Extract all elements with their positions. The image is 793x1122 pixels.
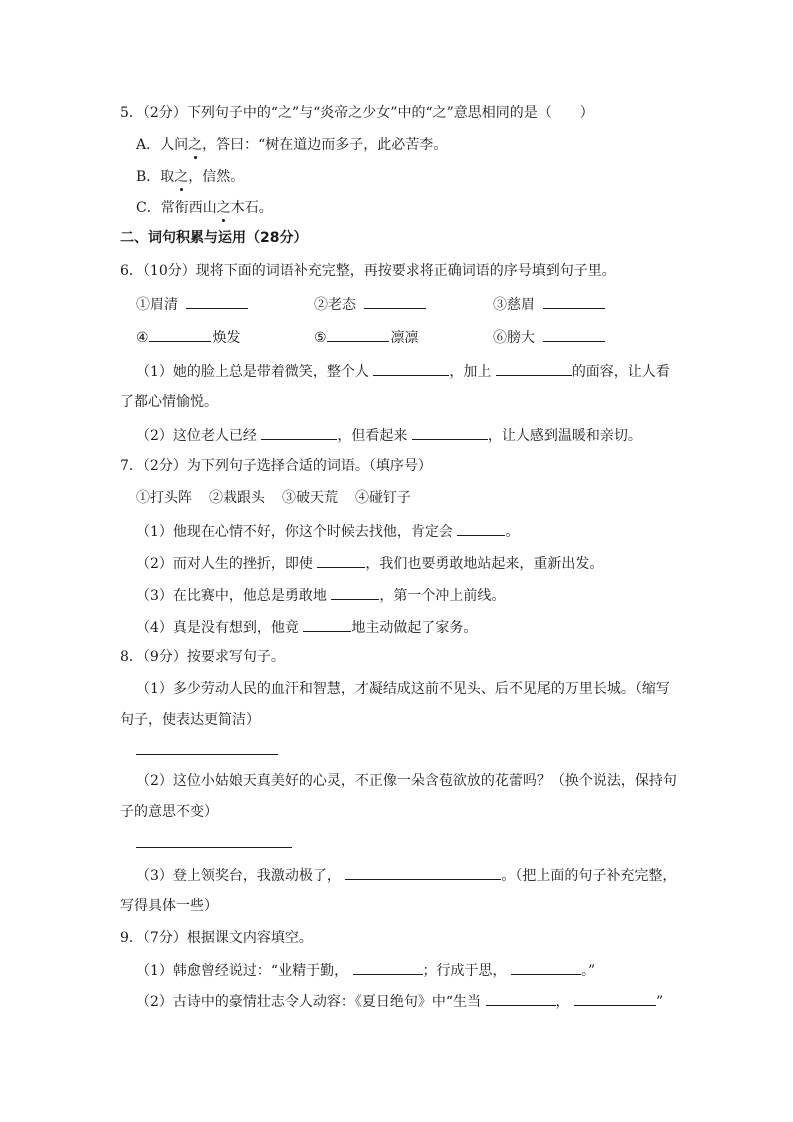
q8-answer-line-2[interactable] <box>136 847 292 848</box>
q9-s2-text-c: ” <box>655 994 664 1010</box>
q6-word-2-blank[interactable] <box>364 294 426 309</box>
q7-stem: 7．（2分）为下列句子选择合适的词语。（填序号） <box>120 458 432 474</box>
q5-option-a[interactable] <box>136 136 447 154</box>
q6-s1-text-c: 的面容，让人看 <box>571 364 670 380</box>
q7-s4-text-a: （4）真是没有想到，他竟 <box>136 620 299 636</box>
q7-s1-blank[interactable] <box>457 521 505 536</box>
q6-word-4 <box>136 327 241 347</box>
q5-option-c-pre: C．常衔西山 <box>136 200 217 216</box>
q7-s4-text-b: 地主动做起了家务。 <box>351 620 478 636</box>
q7-choice-1: ①打头阵 <box>136 490 192 506</box>
q5-option-c[interactable] <box>136 199 273 217</box>
q6-word-6 <box>493 327 605 347</box>
q8-s3-blank[interactable] <box>345 865 501 880</box>
q6-word-4-suffix: 焕发 <box>212 330 241 346</box>
q7-choice-4: ④碰钉子 <box>355 490 411 506</box>
q9-s1-blank-2[interactable] <box>511 960 581 975</box>
q6-s1-text-b: ，加上 <box>449 364 492 380</box>
q6-word-6-blank[interactable] <box>543 327 605 342</box>
q9-s2-text-b: ， <box>555 994 570 1010</box>
q6-sentence-2 <box>136 425 642 445</box>
q5-option-b[interactable] <box>136 168 244 186</box>
q7-s1-text-a: （1）他现在心情不好，你这个时候去找他，肯定会 <box>136 524 453 540</box>
q8-answer-line-1[interactable] <box>136 754 278 755</box>
q6-s2-text-c: ，让人感到温暖和亲切。 <box>487 428 642 444</box>
q6-s2-blank-2[interactable] <box>412 425 488 440</box>
q5-option-b-pre: B．取 <box>136 169 175 185</box>
q9-s2-blank-2[interactable] <box>574 991 656 1006</box>
q8-sentence-2-cont: 子的意思不变） <box>120 804 218 820</box>
q7-sentence-2 <box>136 553 603 573</box>
q8-sentence-2: （2）这位小姑娘天真美好的心灵，不正像一朵含苞欲放的花蕾吗？（换个说法，保持句 <box>136 773 677 789</box>
q6-s1-blank-2[interactable] <box>496 361 572 376</box>
q8-sentence-1-cont: 句子，使表达更简洁） <box>120 712 260 728</box>
q6-word-3 <box>493 294 605 314</box>
q6-word-4-label: ④ <box>136 330 149 346</box>
q8-s3-text-a: （3）登上领奖台，我激动极了， <box>136 868 341 884</box>
q6-word-5 <box>314 327 419 347</box>
q9-s1-text-a: （1）韩愈曾经说过：“业精于勤， <box>136 963 349 979</box>
q5-option-a-pre: A．人问 <box>136 137 189 153</box>
q7-s2-blank[interactable] <box>317 553 365 568</box>
q6-word-2 <box>314 294 426 314</box>
q7-s3-blank[interactable] <box>331 585 379 600</box>
q5-option-b-dotted: 之 <box>174 169 189 185</box>
q6-s2-text-a: （2）这位老人已经 <box>136 428 257 444</box>
q6-s2-blank-1[interactable] <box>261 425 337 440</box>
q8-stem: 8．（9分）按要求写句子。 <box>120 649 285 665</box>
q7-sentence-4 <box>136 617 477 637</box>
q7-s2-text-b: ，我们也要勇敢地站起来，重新出发。 <box>365 556 604 572</box>
section-heading: 二、词句积累与运用（28分） <box>120 230 308 246</box>
q8-sentence-3 <box>136 865 676 885</box>
q6-word-5-label: ⑤ <box>314 330 327 346</box>
q6-s1-blank-1[interactable] <box>373 361 449 376</box>
q6-word-2-label: ②老态 <box>314 297 356 313</box>
q6-word-1-blank[interactable] <box>186 294 248 309</box>
q7-s3-text-a: （3）在比赛中，他总是勇敢地 <box>136 588 327 604</box>
q7-s1-text-b: 。 <box>505 524 520 540</box>
q6-sentence-1-cont: 了都心情愉悦。 <box>120 394 218 410</box>
q7-s3-text-b: ，第一个冲上前线。 <box>379 588 506 604</box>
q6-sentence-1 <box>136 361 670 381</box>
q6-stem: 6．（10分）现将下面的词语补充完整，再按要求将正确词语的序号填到句子里。 <box>120 263 616 279</box>
q6-s2-text-b: ，但看起来 <box>337 428 408 444</box>
q9-s1-text-c: 。” <box>580 963 596 979</box>
q6-word-5-blank[interactable] <box>327 327 389 342</box>
q6-word-1-label: ①眉清 <box>136 297 178 313</box>
q9-s2-blank-1[interactable] <box>486 991 556 1006</box>
q8-sentence-3-cont: 写得具体一些） <box>120 898 218 914</box>
q8-sentence-1: （1）多少劳动人民的血汗和智慧，才凝结成这前不见头、后不见尾的万里长城。（缩写 <box>136 681 670 697</box>
q5-stem: 5．（2分）下列句子中的“之”与“炎帝之少女”中的“之”意思相同的是（ ） <box>120 105 594 121</box>
q8-s3-text-b: 。（把上面的句子补充完整， <box>501 868 677 884</box>
q6-word-1 <box>136 294 248 314</box>
q6-word-3-blank[interactable] <box>543 294 605 309</box>
q6-word-6-label: ⑥膀大 <box>493 330 535 346</box>
q7-sentence-1 <box>136 521 519 541</box>
q9-s1-blank-1[interactable] <box>353 960 423 975</box>
q5-option-c-dotted: 之 <box>216 200 231 216</box>
q5-option-b-post: ，信然。 <box>188 169 245 185</box>
q6-word-5-suffix: 凛凛 <box>390 330 419 346</box>
q9-stem: 9．（7分）根据课文内容填空。 <box>120 930 313 946</box>
q6-word-3-label: ③慈眉 <box>493 297 535 313</box>
q6-s1-text-a: （1）她的脸上总是带着微笑，整个人 <box>136 364 369 380</box>
q7-s2-text-a: （2）而对人生的挫折，即使 <box>136 556 313 572</box>
q5-option-a-post: ，答曰：“树在道边而多子，此必苦李。 <box>202 137 448 153</box>
q9-s1-text-b: ；行成于思， <box>422 963 507 979</box>
q7-s4-blank[interactable] <box>303 617 351 632</box>
q7-sentence-3 <box>136 585 505 605</box>
q7-choices <box>136 489 411 507</box>
q5-option-a-dotted: 之 <box>188 137 203 153</box>
q9-sentence-2 <box>136 991 663 1011</box>
q5-option-c-post: 木石。 <box>230 200 273 216</box>
q6-word-4-blank[interactable] <box>149 327 211 342</box>
q9-sentence-1 <box>136 960 595 980</box>
q9-s2-text-a: （2）古诗中的豪情壮志令人动容：《夏日绝句》中“生当 <box>136 994 482 1010</box>
q7-choice-2: ②栽跟头 <box>209 490 265 506</box>
q7-choice-3: ③破天荒 <box>282 490 338 506</box>
